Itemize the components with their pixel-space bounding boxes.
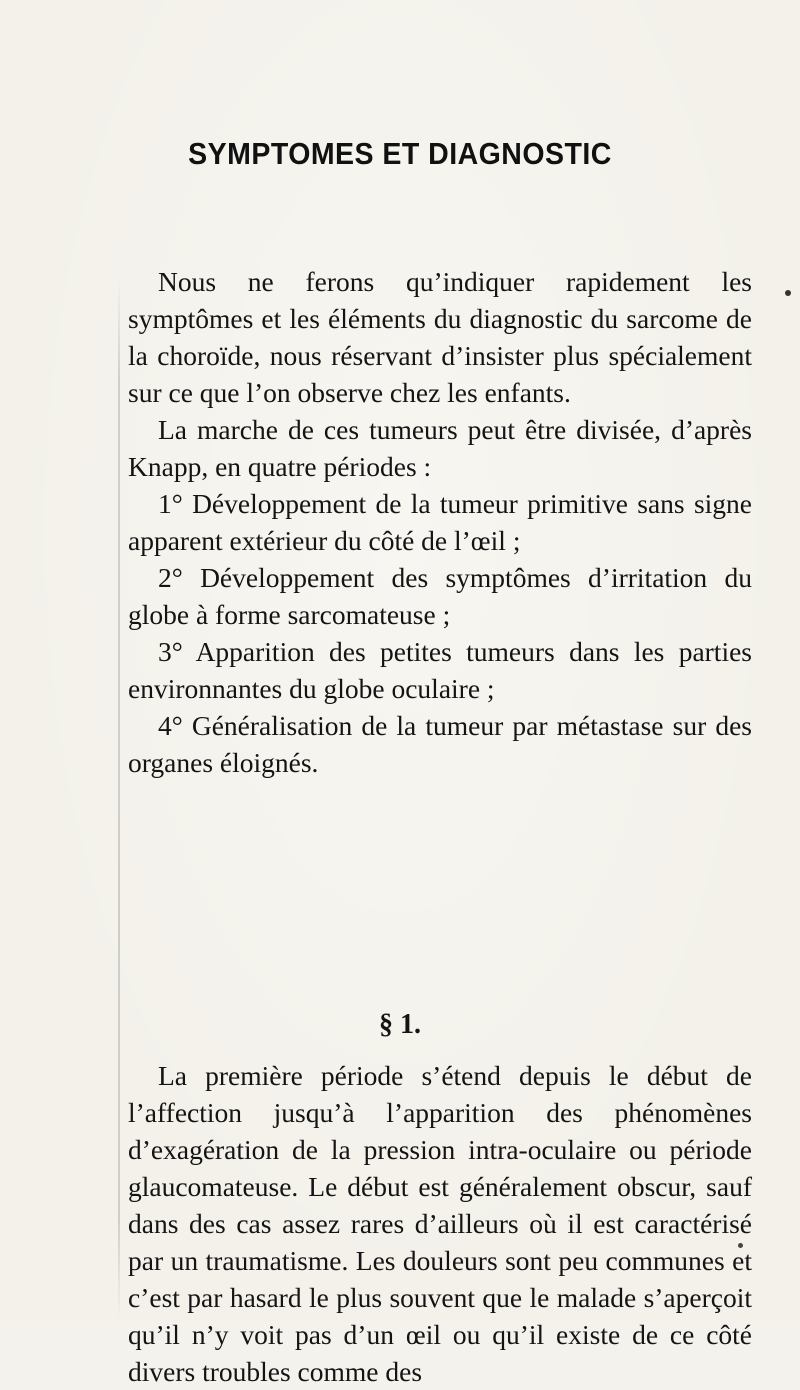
ink-speck (785, 290, 791, 296)
paragraph: La marche de ces tumeurs peut être divisée, d’après Knapp, en quatre périodes : (128, 414, 752, 482)
list-item-period-1: 1° Développement de la tumeur primitive sans signe apparent extérieur du côté de l’œil ; (128, 488, 752, 556)
page-edge-shadow (118, 280, 120, 1320)
chapter-title: SYMPTOMES ET DIAGNOSTIC (188, 136, 612, 171)
section-text (128, 1057, 752, 1390)
paragraph: Nous ne ferons qu’indiquer rapidement les symptômes et les éléments du diagnostic du sarcome de la choroïde, nous réservant d’insister plus spécialement sur ce que l’on observe chez les enfants. (128, 266, 752, 408)
list-item-period-4: 4° Généralisation de la tumeur par métastase sur des organes éloignés. (128, 710, 752, 778)
section-heading: § 1. (379, 1009, 421, 1040)
paragraph: La première période s’étend depuis le début de l’affection jusqu’à l’apparition des phénomènes d’exagération de la pression intra-oculaire ou période glaucomateuse. Le début est généralement obscur, sauf dans des cas assez rares d’ailleurs où il est caractérisé par un traumatisme. Les douleurs sont peu communes et c’est par hasard le plus souvent que le malade s’aperçoit qu’il n’y voit pas d’un œil ou qu’il existe de ce côté divers troubles comme des (128, 1060, 752, 1387)
list-item-period-3: 3° Apparition des petites tumeurs dans les parties environnantes du globe oculaire ; (128, 636, 752, 704)
intro-text (128, 263, 752, 781)
list-item-period-2: 2° Développement des symptômes d’irritation du globe à forme sarcomateuse ; (128, 562, 752, 630)
